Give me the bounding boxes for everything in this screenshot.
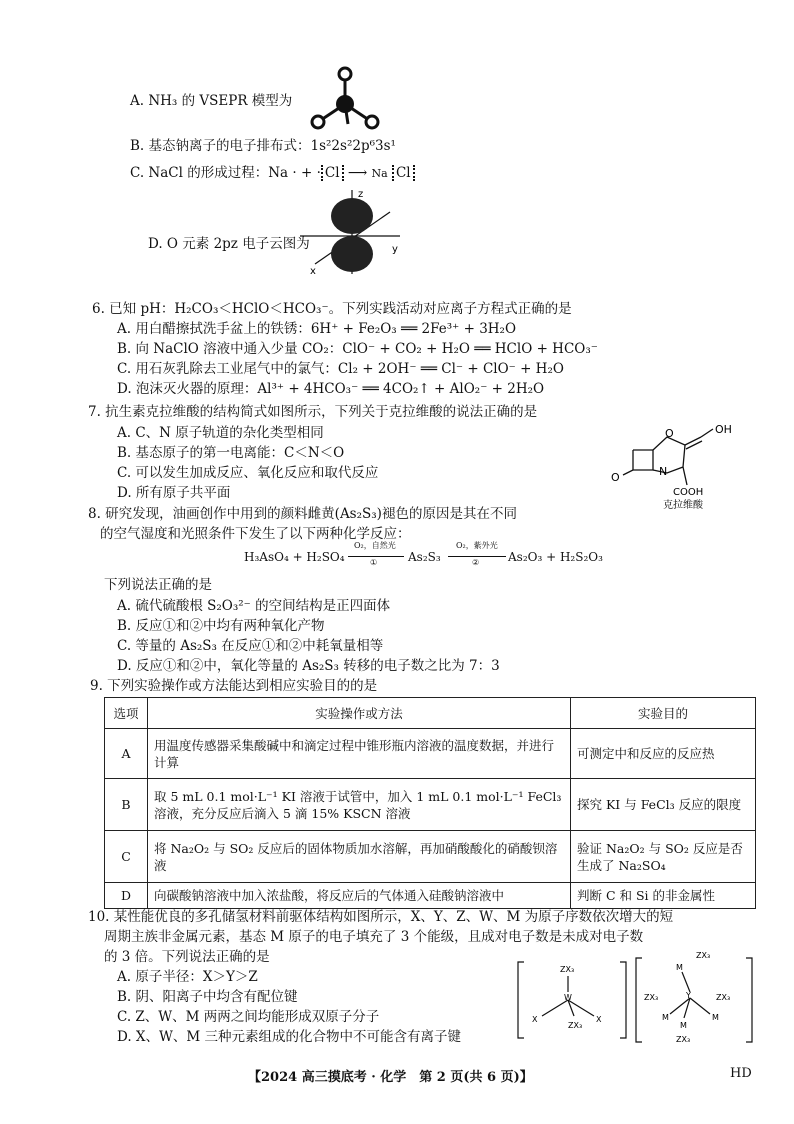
cation-zx3-top: ZX₃ bbox=[696, 951, 711, 960]
row-option: A bbox=[105, 729, 148, 779]
header-option: 选项 bbox=[105, 698, 148, 729]
q10-stem-line1: 10. 某性能优良的多孔储氢材料前驱体结构如图所示，X、Y、Z、W、M 为原子序数依次增大的短 bbox=[88, 909, 674, 925]
page-footer: 【2024 高三摸底考 · 化学 第 2 页(共 6 页)】 bbox=[248, 1070, 533, 1085]
structure-name: 克拉维酸 bbox=[663, 500, 703, 510]
reaction-arrow: ⟶ bbox=[347, 165, 368, 181]
q8-reaction-equation bbox=[244, 541, 664, 574]
row-option: D bbox=[105, 883, 148, 909]
cation-m-left: M bbox=[662, 1013, 669, 1022]
cooh-label: COOH bbox=[673, 487, 704, 498]
q8-option-d: D. 反应①和②中，氧化等量的 As₂S₃ 转移的电子数之比为 7：3 bbox=[117, 658, 500, 674]
clavulanic-acid-structure bbox=[605, 415, 755, 510]
2pz-electron-cloud-figure bbox=[300, 186, 410, 278]
q10-option-a: A. 原子半径：X＞Y＞Z bbox=[117, 969, 258, 985]
header-method: 实验操作或方法 bbox=[148, 698, 571, 729]
q8-option-a: A. 硫代硫酸根 S₂O₃²⁻ 的空间结构是正四面体 bbox=[117, 598, 391, 614]
anion-w: W bbox=[564, 993, 572, 1002]
carbonyl-o-label: O bbox=[611, 471, 620, 484]
table-row bbox=[105, 883, 756, 909]
q6-option-b: B. 向 NaClO 溶液中通入少量 CO₂：ClO⁻ + CO₂ + H₂O ══ HClO + HCO₃⁻ bbox=[117, 341, 598, 357]
q5-option-c-prefix: C. NaCl 的形成过程：Na · + · bbox=[130, 165, 321, 181]
eq-right-products: As₂O₃ + H₂S₂O₃ bbox=[508, 550, 603, 564]
q5-option-d: D. O 元素 2pz 电子云图为 bbox=[148, 236, 310, 252]
arrow2-bottom-label: ② bbox=[472, 558, 480, 567]
cation-zx3-bottom: ZX₃ bbox=[676, 1035, 691, 1044]
row-method: 向碳酸钠溶液中加入浓盐酸，将反应后的气体通入硅酸钠溶液中 bbox=[148, 883, 571, 909]
na-ion-symbol: Na bbox=[371, 167, 388, 180]
n-label: N bbox=[659, 465, 668, 478]
table-row bbox=[105, 831, 756, 883]
row-option: B bbox=[105, 779, 148, 831]
ring-o-label: O bbox=[665, 427, 674, 440]
q10-stem-line2: 周期主族非金属元素，基态 M 原子的电子填充了 3 个能级，且成对电子数是未成对电子数 bbox=[104, 929, 644, 945]
arrow1-bottom-label: ① bbox=[370, 558, 378, 567]
q10-option-b: B. 阴、阳离子中均含有配位键 bbox=[117, 989, 298, 1005]
experiment-table bbox=[104, 697, 756, 909]
axis-x-label: x bbox=[310, 266, 316, 277]
cl-ion-symbol: Cl bbox=[392, 165, 415, 181]
table-header-row bbox=[105, 698, 756, 729]
cation-m-right: M bbox=[712, 1013, 719, 1022]
anion-x-left: X bbox=[532, 1015, 538, 1024]
eq-middle-reactant: As₂S₃ bbox=[408, 550, 441, 564]
q8-stem-line2: 的空气湿度和光照条件下发生了以下两种化学反应： bbox=[100, 526, 411, 542]
q6-option-d: D. 泡沫灭火器的原理：Al³⁺ + 4HCO₃⁻ ══ 4CO₂↑ + AlO₂⁻ + 2H₂O bbox=[117, 381, 545, 397]
row-method: 用温度传感器采集酸碱中和滴定过程中锥形瓶内溶液的温度数据，并进行计算 bbox=[148, 729, 571, 779]
cation-m-bottom: M bbox=[680, 1021, 687, 1030]
q8-option-b: B. 反应①和②中均有两种氧化产物 bbox=[117, 618, 325, 634]
arrow2-top-label: O₂，紫外光 bbox=[456, 541, 498, 550]
q6-option-a: A. 用白醋擦拭洗手盆上的铁锈：6H⁺ + Fe₂O₃ ══ 2Fe³⁺ + 3H₂O bbox=[117, 321, 517, 337]
q5-option-c bbox=[130, 164, 415, 183]
row-method: 将 Na₂O₂ 与 SO₂ 反应后的固体物质加水溶解，再加硝酸酸化的硝酸钡溶液 bbox=[148, 831, 571, 883]
q6-option-c: C. 用石灰乳除去工业尾气中的氯气：Cl₂ + 2OH⁻ ══ Cl⁻ + ClO⁻ + H₂O bbox=[117, 361, 564, 377]
q10-option-d: D. X、W、M 三种元素组成的化合物中不可能含有离子键 bbox=[117, 1029, 462, 1045]
cation-y: Y bbox=[686, 991, 691, 1000]
eq-left-products: H₃AsO₄ + H₂SO₄ bbox=[244, 550, 345, 564]
q5-option-b: B. 基态钠离子的电子排布式：1s²2s²2p⁶3s¹ bbox=[130, 138, 396, 154]
row-goal: 可测定中和反应的反应热 bbox=[571, 729, 756, 779]
row-goal: 验证 Na₂O₂ 与 SO₂ 反应是否生成了 Na₂SO₄ bbox=[571, 831, 756, 883]
q7-option-a: A. C、N 原子轨道的杂化类型相同 bbox=[117, 425, 324, 441]
q7-option-d: D. 所有原子共平面 bbox=[117, 485, 231, 501]
oh-label: OH bbox=[715, 423, 732, 436]
arrow2 bbox=[448, 556, 506, 557]
q8-stem-line3: 下列说法正确的是 bbox=[104, 577, 212, 593]
anion-zx3-bottom: ZX₃ bbox=[568, 1021, 583, 1030]
axis-y-label: y bbox=[392, 244, 398, 255]
cation-zx3-left: ZX₃ bbox=[644, 993, 659, 1002]
header-goal: 实验目的 bbox=[571, 698, 756, 729]
cation-m-top: M bbox=[676, 963, 683, 972]
arrow1 bbox=[348, 556, 404, 557]
arrow1-top-label: O₂，自然光 bbox=[354, 541, 396, 550]
nh3-vsepr-model-figure bbox=[300, 62, 390, 138]
cl-symbol: Cl bbox=[321, 165, 344, 181]
q10-stem-line3: 的 3 倍。下列说法正确的是 bbox=[104, 949, 270, 965]
anion-zx3-top: ZX₃ bbox=[560, 965, 575, 974]
cation-zx3-right: ZX₃ bbox=[716, 993, 731, 1002]
q8-stem-line1: 8. 研究发现，油画创作中用到的颜料雌黄(As₂S₃)褪色的原因是其在不同 bbox=[88, 506, 517, 522]
q10-option-c: C. Z、W、M 两两之间均能形成双原子分子 bbox=[117, 1009, 380, 1025]
q7-stem: 7. 抗生素克拉维酸的结构简式如图所示，下列关于克拉维酸的说法正确的是 bbox=[88, 404, 538, 420]
q8-option-c: C. 等量的 As₂S₃ 在反应①和②中耗氧量相等 bbox=[117, 638, 384, 654]
q6-stem: 6. 已知 pH：H₂CO₃＜HClO＜HCO₃⁻。下列实践活动对应离子方程式正确的是 bbox=[92, 301, 572, 317]
axis-z-label: z bbox=[358, 189, 364, 200]
table-row bbox=[105, 779, 756, 831]
q10-ion-structure bbox=[516, 950, 756, 1050]
anion-x-right: X bbox=[596, 1015, 602, 1024]
row-option: C bbox=[105, 831, 148, 883]
footer-code: HD bbox=[730, 1066, 752, 1081]
table-row bbox=[105, 729, 756, 779]
q9-stem: 9. 下列实验操作或方法能达到相应实验目的的是 bbox=[90, 678, 378, 694]
q7-option-b: B. 基态原子的第一电离能：C＜N＜O bbox=[117, 445, 345, 461]
q7-option-c: C. 可以发生加成反应、氧化反应和取代反应 bbox=[117, 465, 379, 481]
row-goal: 判断 C 和 Si 的非金属性 bbox=[571, 883, 756, 909]
q5-option-a: A. NH₃ 的 VSEPR 模型为 bbox=[130, 93, 293, 109]
row-method: 取 5 mL 0.1 mol·L⁻¹ KI 溶液于试管中，加入 1 mL 0.1 mol·L⁻¹ FeCl₃ 溶液，充分反应后滴入 5 滴 15% KSCN 溶液 bbox=[148, 779, 571, 831]
row-goal: 探究 KI 与 FeCl₃ 反应的限度 bbox=[571, 779, 756, 831]
